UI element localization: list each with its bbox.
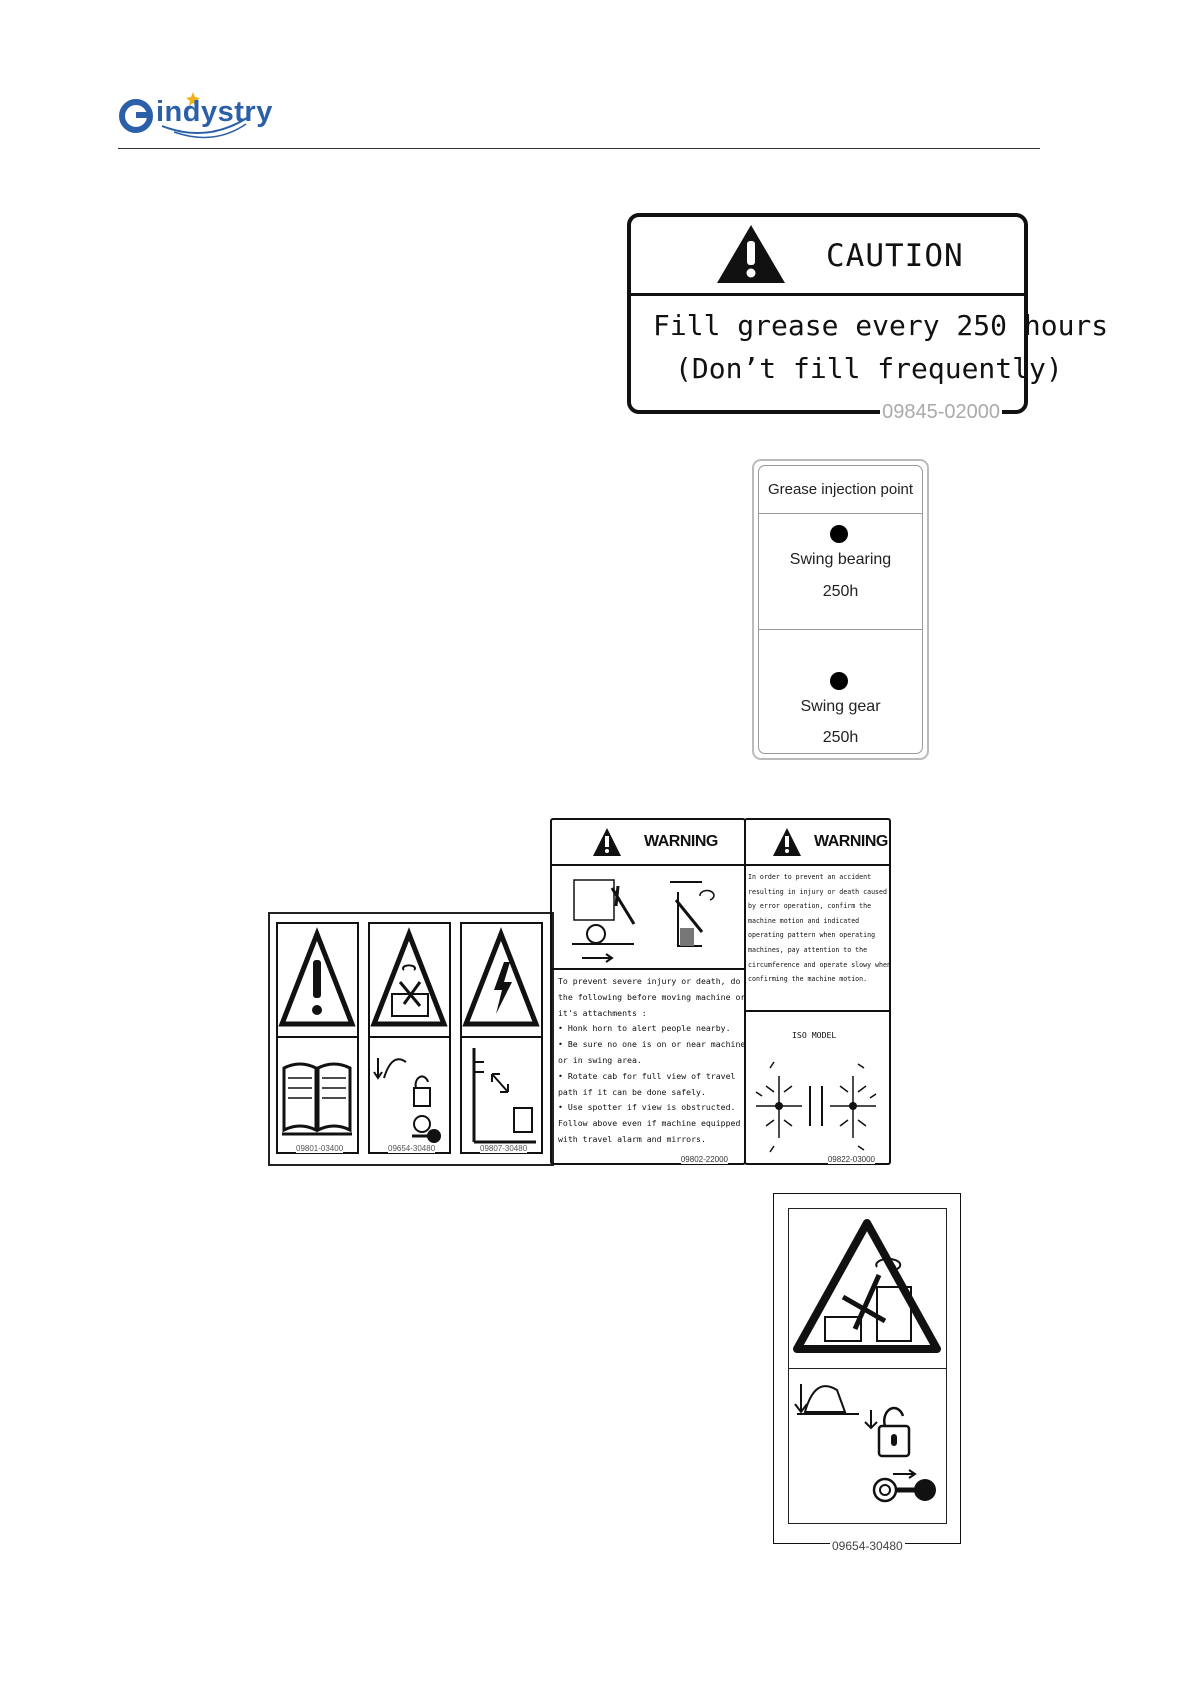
swing-crush-pictogram [368,922,451,1154]
grease-point-name: Swing bearing [789,551,892,568]
grease-point-interval: 250h [822,583,859,600]
warning-triangle-icon [592,827,622,857]
warning-text: In order to prevent an accident resulting in injury or death caused by error operation, confirm the machine motion and indicated operating pattern when operating machines, pay attention to the circumference and operate slowy when confirming the machine motion. [748,873,891,984]
control-pattern-diagram-icon [746,1046,886,1156]
divider [746,1010,889,1012]
company-logo [118,86,273,146]
grease-point-label [752,459,929,760]
header-divider [118,148,1040,149]
warning-part-code: 09802-22000 [680,1155,728,1164]
caution-label [627,213,1109,423]
divider [758,629,923,630]
grease-title: Grease injection point [767,481,914,498]
caution-line-2: (Don’t fill frequently) [675,352,1063,385]
crush-hazard-triangle-icon [789,1209,946,1367]
warning-label-travel [550,818,746,1165]
warning-part-code: 09822-03000 [827,1155,875,1164]
divider [758,513,923,514]
general-warning-icon [278,924,357,1036]
warning-triangle-icon [772,827,802,857]
warning-label-operation [744,818,891,1165]
logo-wordmark: indystry [156,96,273,128]
warning-header [746,820,889,866]
swing-area-label [773,1193,961,1553]
pictogram-code: 09654-30480 [388,1144,436,1153]
electric-hazard-pictogram [460,922,543,1154]
caution-part-code: 09845-02000 [882,401,1000,423]
grease-point-interval: 250h [822,729,859,746]
read-manual-pictogram [276,922,359,1154]
manual-book-icon [278,1038,357,1152]
iso-model-label: ISO MODEL [792,1030,837,1040]
caution-line-1: Fill grease every 250 hours [653,309,1109,342]
caution-header [631,217,1024,296]
warning-text: To prevent severe injury or death, do the following before moving machine or it's attachments : • Honk horn to alert people nearby. • Be sure no one is on or near machine or in swing area. • Rotate cab for full view of travel path if it can be done safely. • Use spotter if view is obstructed. Follow above even if machine equipped with travel alarm and mirrors. [558,976,746,1144]
electric-shock-icon [462,924,541,1036]
divider [552,968,744,970]
caution-heading: CAUTION [826,238,964,274]
warning-triangle-icon [715,223,787,285]
grease-point-dot-icon [830,672,848,690]
lock-before-leaving-icon [370,1038,449,1152]
crush-hazard-icon [370,924,449,1036]
swing-label-part-code: 09654-30480 [832,1539,903,1553]
iso-pictogram-group [268,912,554,1166]
travel-hazard-illustration-icon [552,866,740,970]
grease-point-name: Swing gear [800,698,881,715]
swing-label-inner [788,1208,947,1524]
pictogram-code: 09807-30480 [480,1144,528,1153]
pictogram-code: 09801-03400 [296,1144,344,1153]
warning-header [552,820,744,866]
keep-distance-power-line-icon [462,1038,541,1152]
warning-heading: WARNING [644,833,718,850]
lock-before-leaving-icon [789,1368,946,1523]
grease-point-dot-icon [830,525,848,543]
warning-heading: WARNING [814,833,888,850]
